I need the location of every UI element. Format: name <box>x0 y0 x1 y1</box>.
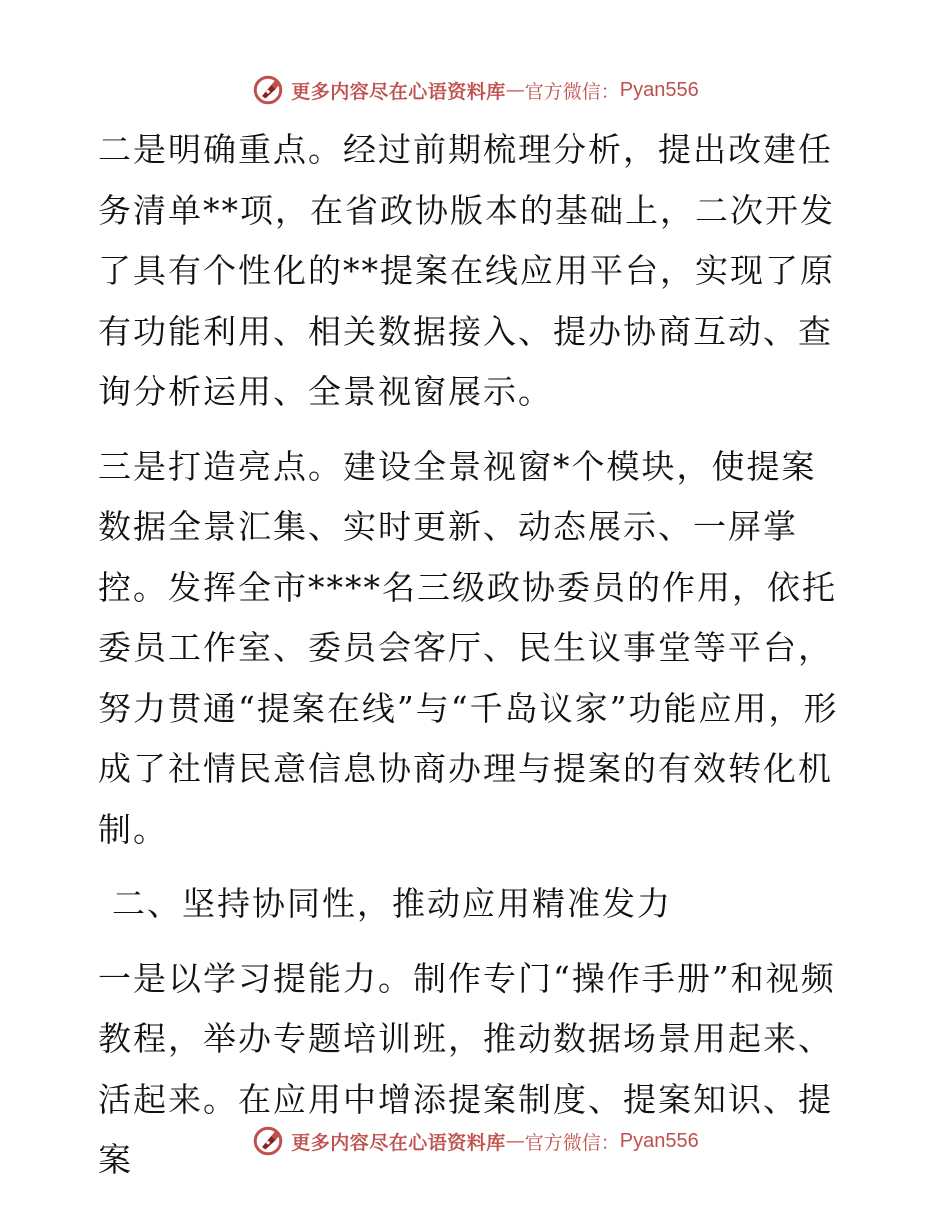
banner-wechat-id: Pyan556 <box>619 78 699 101</box>
section-heading: 二、坚持协同性，推动应用精准发力 <box>112 884 672 923</box>
banner-text <box>291 1128 699 1155</box>
pen-nib-logo-icon <box>251 73 285 107</box>
banner-main-text: 更多内容尽在心语资料库 <box>291 80 506 103</box>
footer-banner <box>0 1121 950 1161</box>
document-body <box>98 120 850 1191</box>
banner-main-text: 更多内容尽在心语资料库 <box>291 1131 506 1154</box>
banner-dash: — <box>505 79 525 101</box>
banner-dash: — <box>505 1130 525 1152</box>
banner-wechat-label: 官方微信： <box>524 1131 620 1154</box>
pen-nib-logo-icon <box>251 1124 285 1158</box>
banner-wechat-id: Pyan556 <box>619 1129 699 1152</box>
paragraph-three-highlight: 三是打造亮点。建设全景视窗*个模块，使提案数据全景汇集、实时更新、动态展示、一屏掌控。发挥全市****名三级政协委员的作用，依托委员工作室、委员会客厅、民生议事堂等平台，努力贯通“提案在线”与“千岛议家”功能应用，形成了社情民意信息协商办理与提案的有效转化机制。 <box>98 446 839 849</box>
banner-wechat-label: 官方微信： <box>524 80 620 103</box>
paragraph-one-learning: 一是以学习提能力。制作专门“操作手册”和视频教程，举办专题培训班，推动数据场景用起来、活起来。在应用中增添提案制度、提案知识、提案 <box>98 958 836 1179</box>
banner-text <box>291 77 699 104</box>
paragraph-two-focus: 二是明确重点。经过前期梳理分析，提出改建任务清单**项，在省政协版本的基础上，二次开发了具有个性化的**提案在线应用平台，实现了原有功能利用、相关数据接入、提办协商互动、查询分析运用、全景视窗展示。 <box>98 130 835 411</box>
header-banner <box>0 70 950 110</box>
